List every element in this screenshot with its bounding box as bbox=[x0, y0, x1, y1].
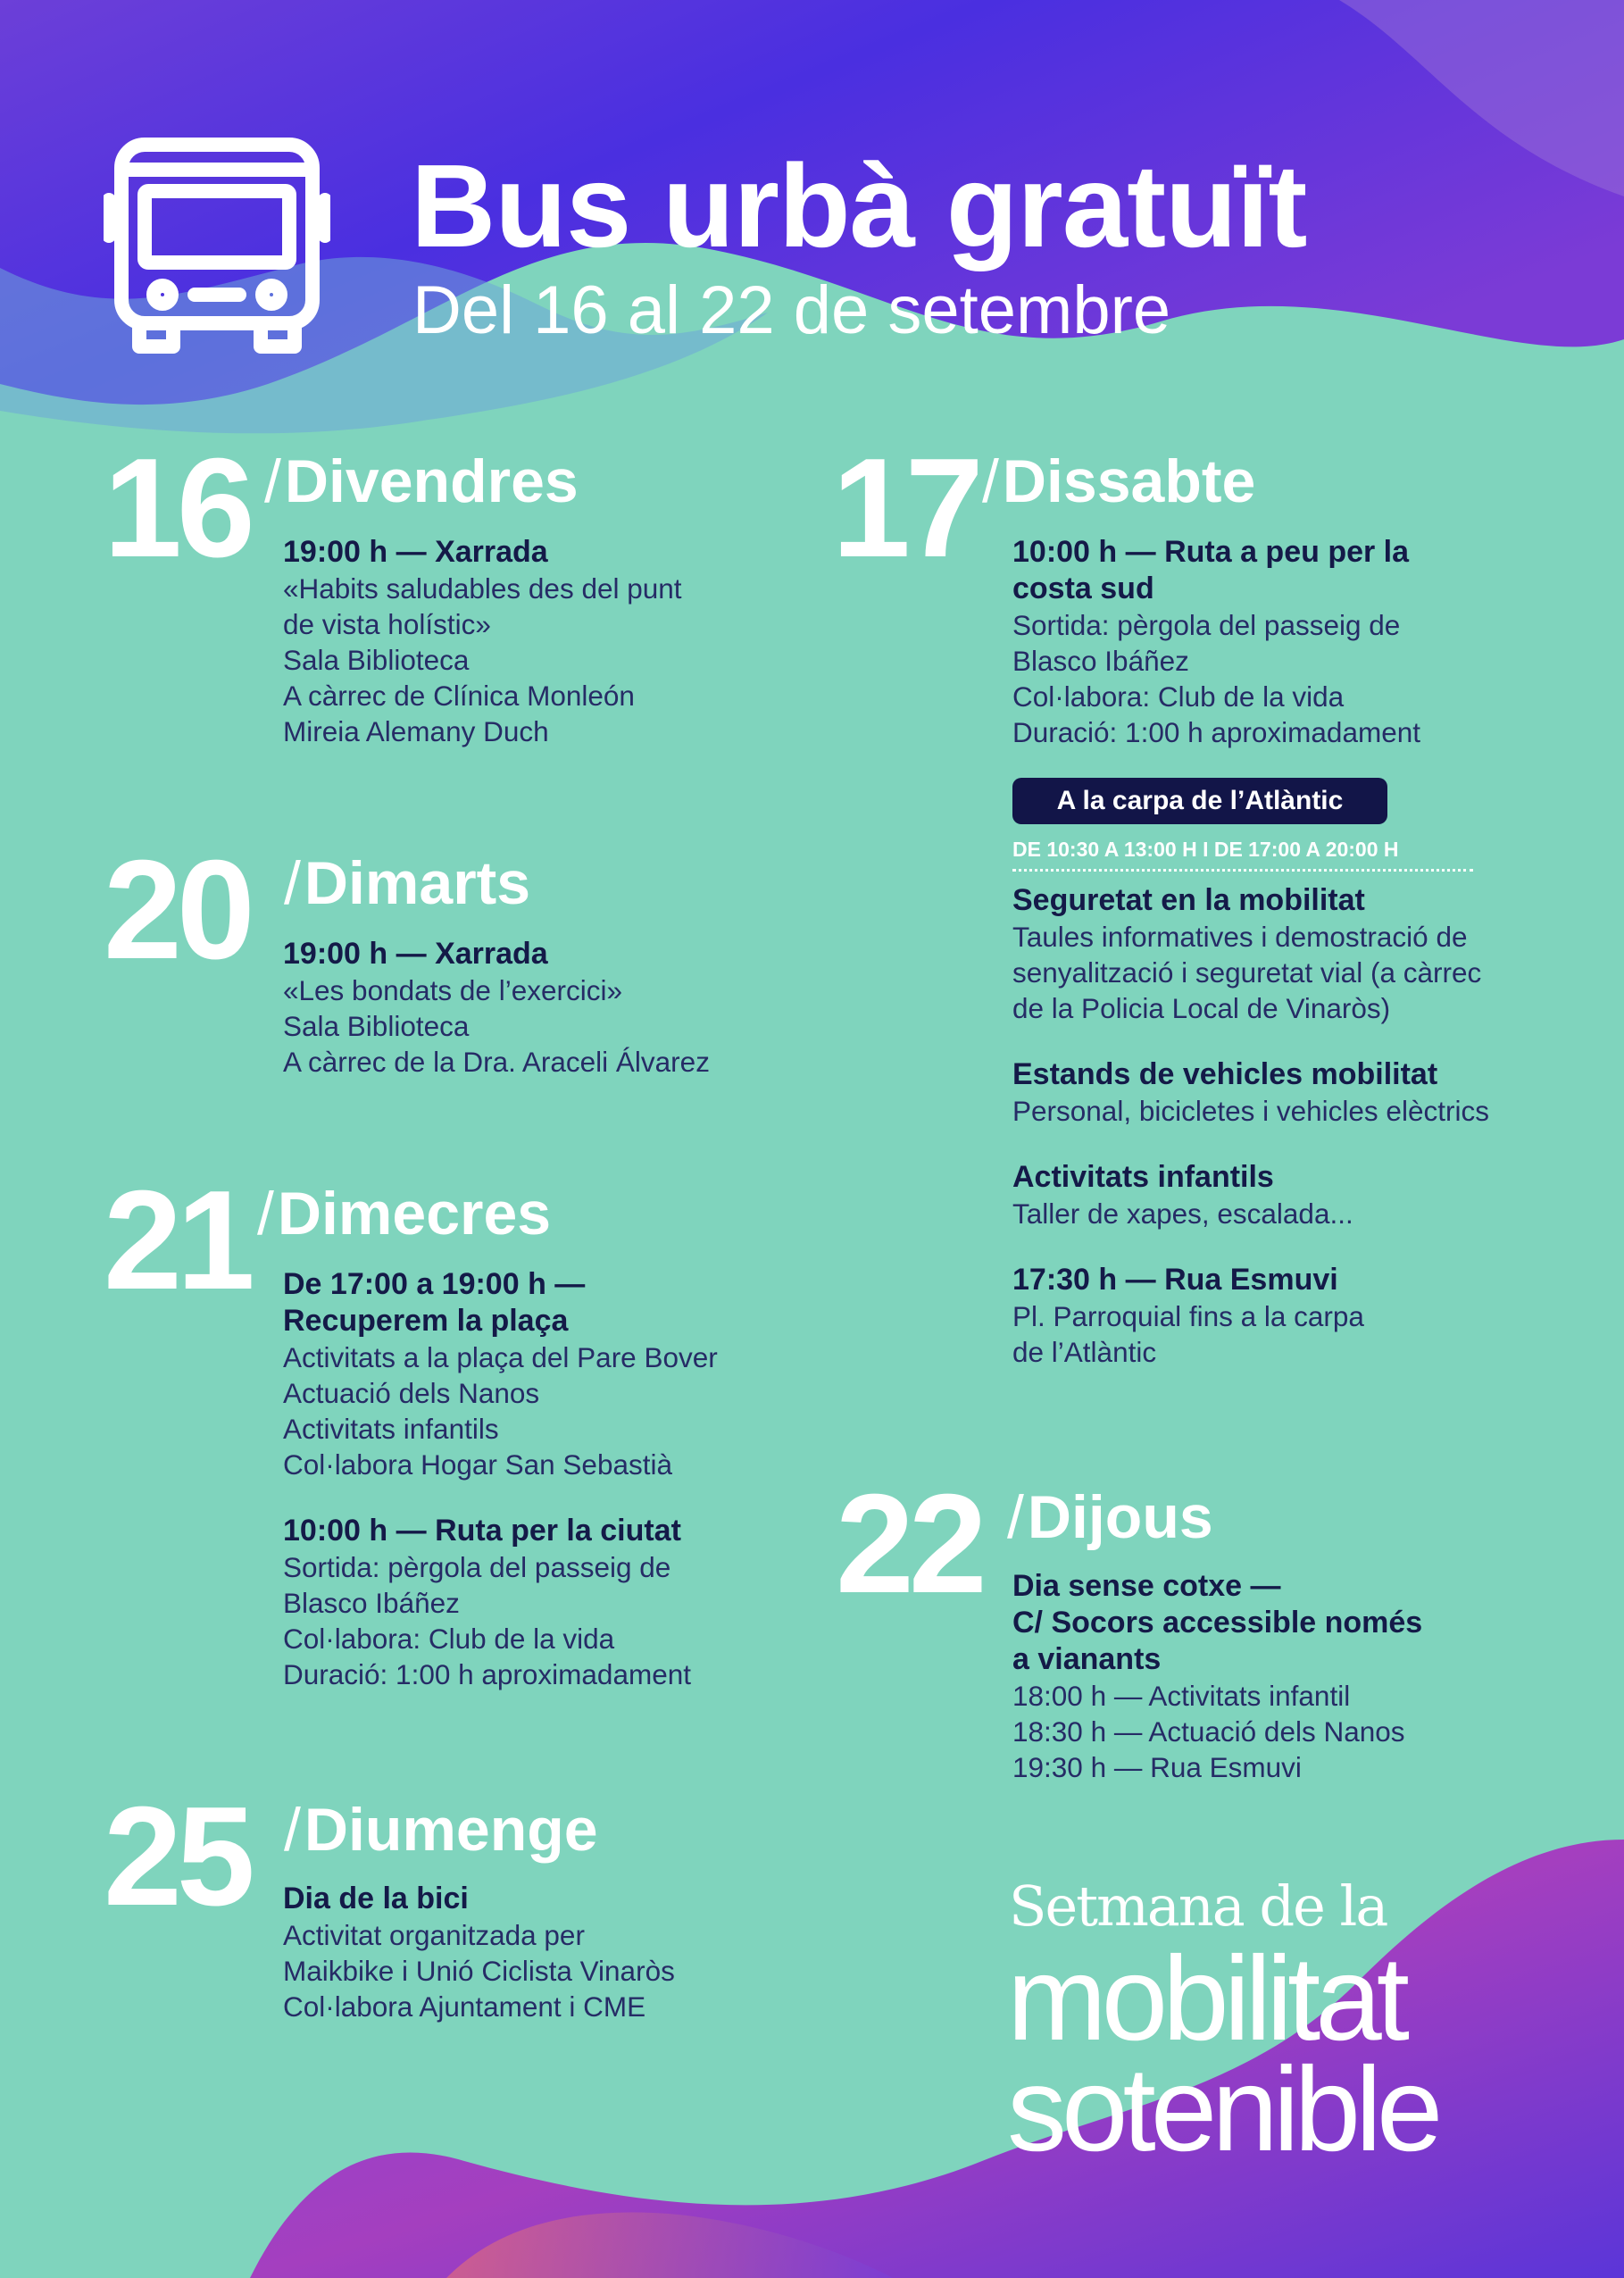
slash-divider: / bbox=[257, 1180, 274, 1247]
event-item bbox=[283, 936, 783, 1080]
event-title: Recuperem la plaça bbox=[283, 1304, 569, 1338]
event-title: Dia de la bici bbox=[283, 1882, 469, 1915]
day-number-21: 21 bbox=[104, 1162, 250, 1319]
day-name-label: Dijous bbox=[1027, 1483, 1213, 1551]
event-item bbox=[283, 1881, 783, 2024]
event-title: a vianants bbox=[1012, 1642, 1162, 1676]
event-title: Estands de vehicles mobilitat bbox=[1012, 1057, 1438, 1091]
day-name-25 bbox=[284, 1796, 598, 1864]
brand-logo-line-1: Setmana de la bbox=[1009, 1873, 1387, 1939]
day-number-22: 22 bbox=[836, 1465, 982, 1623]
event-item bbox=[283, 534, 783, 749]
event-title: 10:00 h — Ruta a peu per la bbox=[1012, 535, 1410, 569]
event-item bbox=[1012, 1056, 1584, 1129]
day-name-label: Diumenge bbox=[304, 1796, 598, 1864]
event-line: Actuació dels Nanos bbox=[283, 1377, 540, 1409]
event-item bbox=[1012, 534, 1530, 750]
event-line: Blasco Ibáñez bbox=[283, 1587, 460, 1619]
event-item bbox=[1012, 1159, 1584, 1231]
day-17-events bbox=[1012, 534, 1530, 780]
day-number-16: 16 bbox=[104, 430, 250, 587]
slash-divider: / bbox=[284, 849, 301, 917]
day-21-events bbox=[283, 1266, 783, 1723]
event-title: 19:00 h — Xarrada bbox=[283, 535, 548, 569]
event-line: Mireia Alemany Duch bbox=[283, 715, 549, 747]
event-title: Seguretat en la mobilitat bbox=[1012, 883, 1365, 917]
day-20-events bbox=[283, 936, 783, 1110]
event-line: Col·labora Hogar San Sebastià bbox=[283, 1448, 673, 1481]
day-name-label: Dimarts bbox=[304, 849, 531, 917]
day-name-label: Dissabte bbox=[1002, 447, 1256, 515]
bus-icon bbox=[104, 136, 330, 359]
location-time-range: DE 10:30 A 13:00 H I DE 17:00 A 20:00 H bbox=[1012, 838, 1473, 872]
event-title: 19:00 h — Xarrada bbox=[283, 937, 548, 971]
event-item bbox=[1012, 1262, 1584, 1370]
day-25-events bbox=[283, 1881, 783, 2055]
event-title: Activitats infantils bbox=[1012, 1160, 1274, 1194]
day-name-17 bbox=[982, 447, 1256, 515]
event-item bbox=[1012, 1568, 1530, 1785]
day-name-22 bbox=[1007, 1483, 1213, 1551]
event-title: costa sud bbox=[1012, 572, 1154, 605]
event-item bbox=[283, 1266, 783, 1482]
event-line: A càrrec de Clínica Monleón bbox=[283, 680, 635, 712]
event-line: Col·labora: Club de la vida bbox=[1012, 680, 1345, 713]
event-title: C/ Socors accessible només bbox=[1012, 1606, 1423, 1640]
day-16-events bbox=[283, 534, 783, 780]
day-22-events bbox=[1012, 1568, 1530, 1815]
event-line: Taller de xapes, escalada... bbox=[1012, 1197, 1353, 1230]
page-subtitle: Del 16 al 22 de setembre bbox=[412, 272, 1171, 348]
location-badge: A la carpa de l’Atlàntic bbox=[1012, 778, 1387, 824]
day-name-label: Dimecres bbox=[277, 1180, 552, 1247]
page-title: Bus urbà gratuït bbox=[411, 140, 1307, 271]
event-line: Duració: 1:00 h aproximadament bbox=[283, 1658, 691, 1690]
slash-divider: / bbox=[284, 1796, 301, 1864]
event-line: Col·labora Ajuntament i CME bbox=[283, 1990, 646, 2023]
event-line: A càrrec de la Dra. Araceli Álvarez bbox=[283, 1046, 710, 1078]
event-title: 17:30 h — Rua Esmuvi bbox=[1012, 1263, 1338, 1297]
event-line: Sortida: pèrgola del passeig de bbox=[283, 1551, 671, 1583]
event-line: 18:00 h — Activitats infantil bbox=[1012, 1680, 1351, 1712]
slash-divider: / bbox=[264, 447, 281, 515]
event-line: Activitats infantils bbox=[283, 1413, 499, 1445]
event-line: Sala Biblioteca bbox=[283, 644, 470, 676]
event-line: Col·labora: Club de la vida bbox=[283, 1623, 615, 1655]
day-name-16 bbox=[264, 447, 579, 515]
event-title: De 17:00 a 19:00 h — bbox=[283, 1267, 586, 1301]
event-line: 18:30 h — Actuació dels Nanos bbox=[1012, 1715, 1405, 1748]
event-line: Blasco Ibáñez bbox=[1012, 645, 1189, 677]
event-line: Sala Biblioteca bbox=[283, 1010, 470, 1042]
event-line: Taules informatives i demostració de bbox=[1012, 921, 1468, 953]
event-line: de la Policia Local de Vinaròs) bbox=[1012, 992, 1391, 1024]
event-line: 19:30 h — Rua Esmuvi bbox=[1012, 1751, 1302, 1783]
event-line: Pl. Parroquial fins a la carpa bbox=[1012, 1300, 1364, 1332]
day-number-20: 20 bbox=[104, 831, 250, 989]
event-line: de vista holístic» bbox=[283, 608, 491, 640]
day-name-20 bbox=[284, 849, 531, 917]
slash-divider: / bbox=[1007, 1483, 1024, 1551]
event-line: Activitat organitzada per bbox=[283, 1919, 585, 1951]
day-number-17: 17 bbox=[832, 430, 979, 587]
event-line: «Habits saludables des del punt bbox=[283, 572, 682, 605]
event-line: senyalització i seguretat vial (a càrrec bbox=[1012, 956, 1482, 989]
brand-logo-line-3: sotenible bbox=[1007, 2043, 1438, 2176]
event-line: Maikbike i Unió Ciclista Vinaròs bbox=[283, 1955, 675, 1987]
day-name-label: Divendres bbox=[284, 447, 579, 515]
event-line: Duració: 1:00 h aproximadament bbox=[1012, 716, 1420, 748]
event-line: de l’Atlàntic bbox=[1012, 1336, 1157, 1368]
event-line: Activitats a la plaça del Pare Bover bbox=[283, 1341, 718, 1373]
event-title: Dia sense cotxe — bbox=[1012, 1569, 1281, 1603]
event-line: Personal, bicicletes i vehicles elèctrics bbox=[1012, 1095, 1489, 1127]
event-line: Sortida: pèrgola del passeig de bbox=[1012, 609, 1401, 641]
day-number-25: 25 bbox=[104, 1778, 250, 1935]
carpa-events bbox=[1012, 882, 1584, 1400]
event-title: 10:00 h — Ruta per la ciutat bbox=[283, 1514, 681, 1548]
brand-logo-line-2: mobilitat bbox=[1007, 1932, 1404, 2065]
event-item bbox=[1012, 882, 1584, 1026]
day-name-21 bbox=[257, 1180, 552, 1247]
event-item bbox=[283, 1513, 783, 1692]
slash-divider: / bbox=[982, 447, 999, 515]
event-line: «Les bondats de l’exercici» bbox=[283, 974, 622, 1006]
